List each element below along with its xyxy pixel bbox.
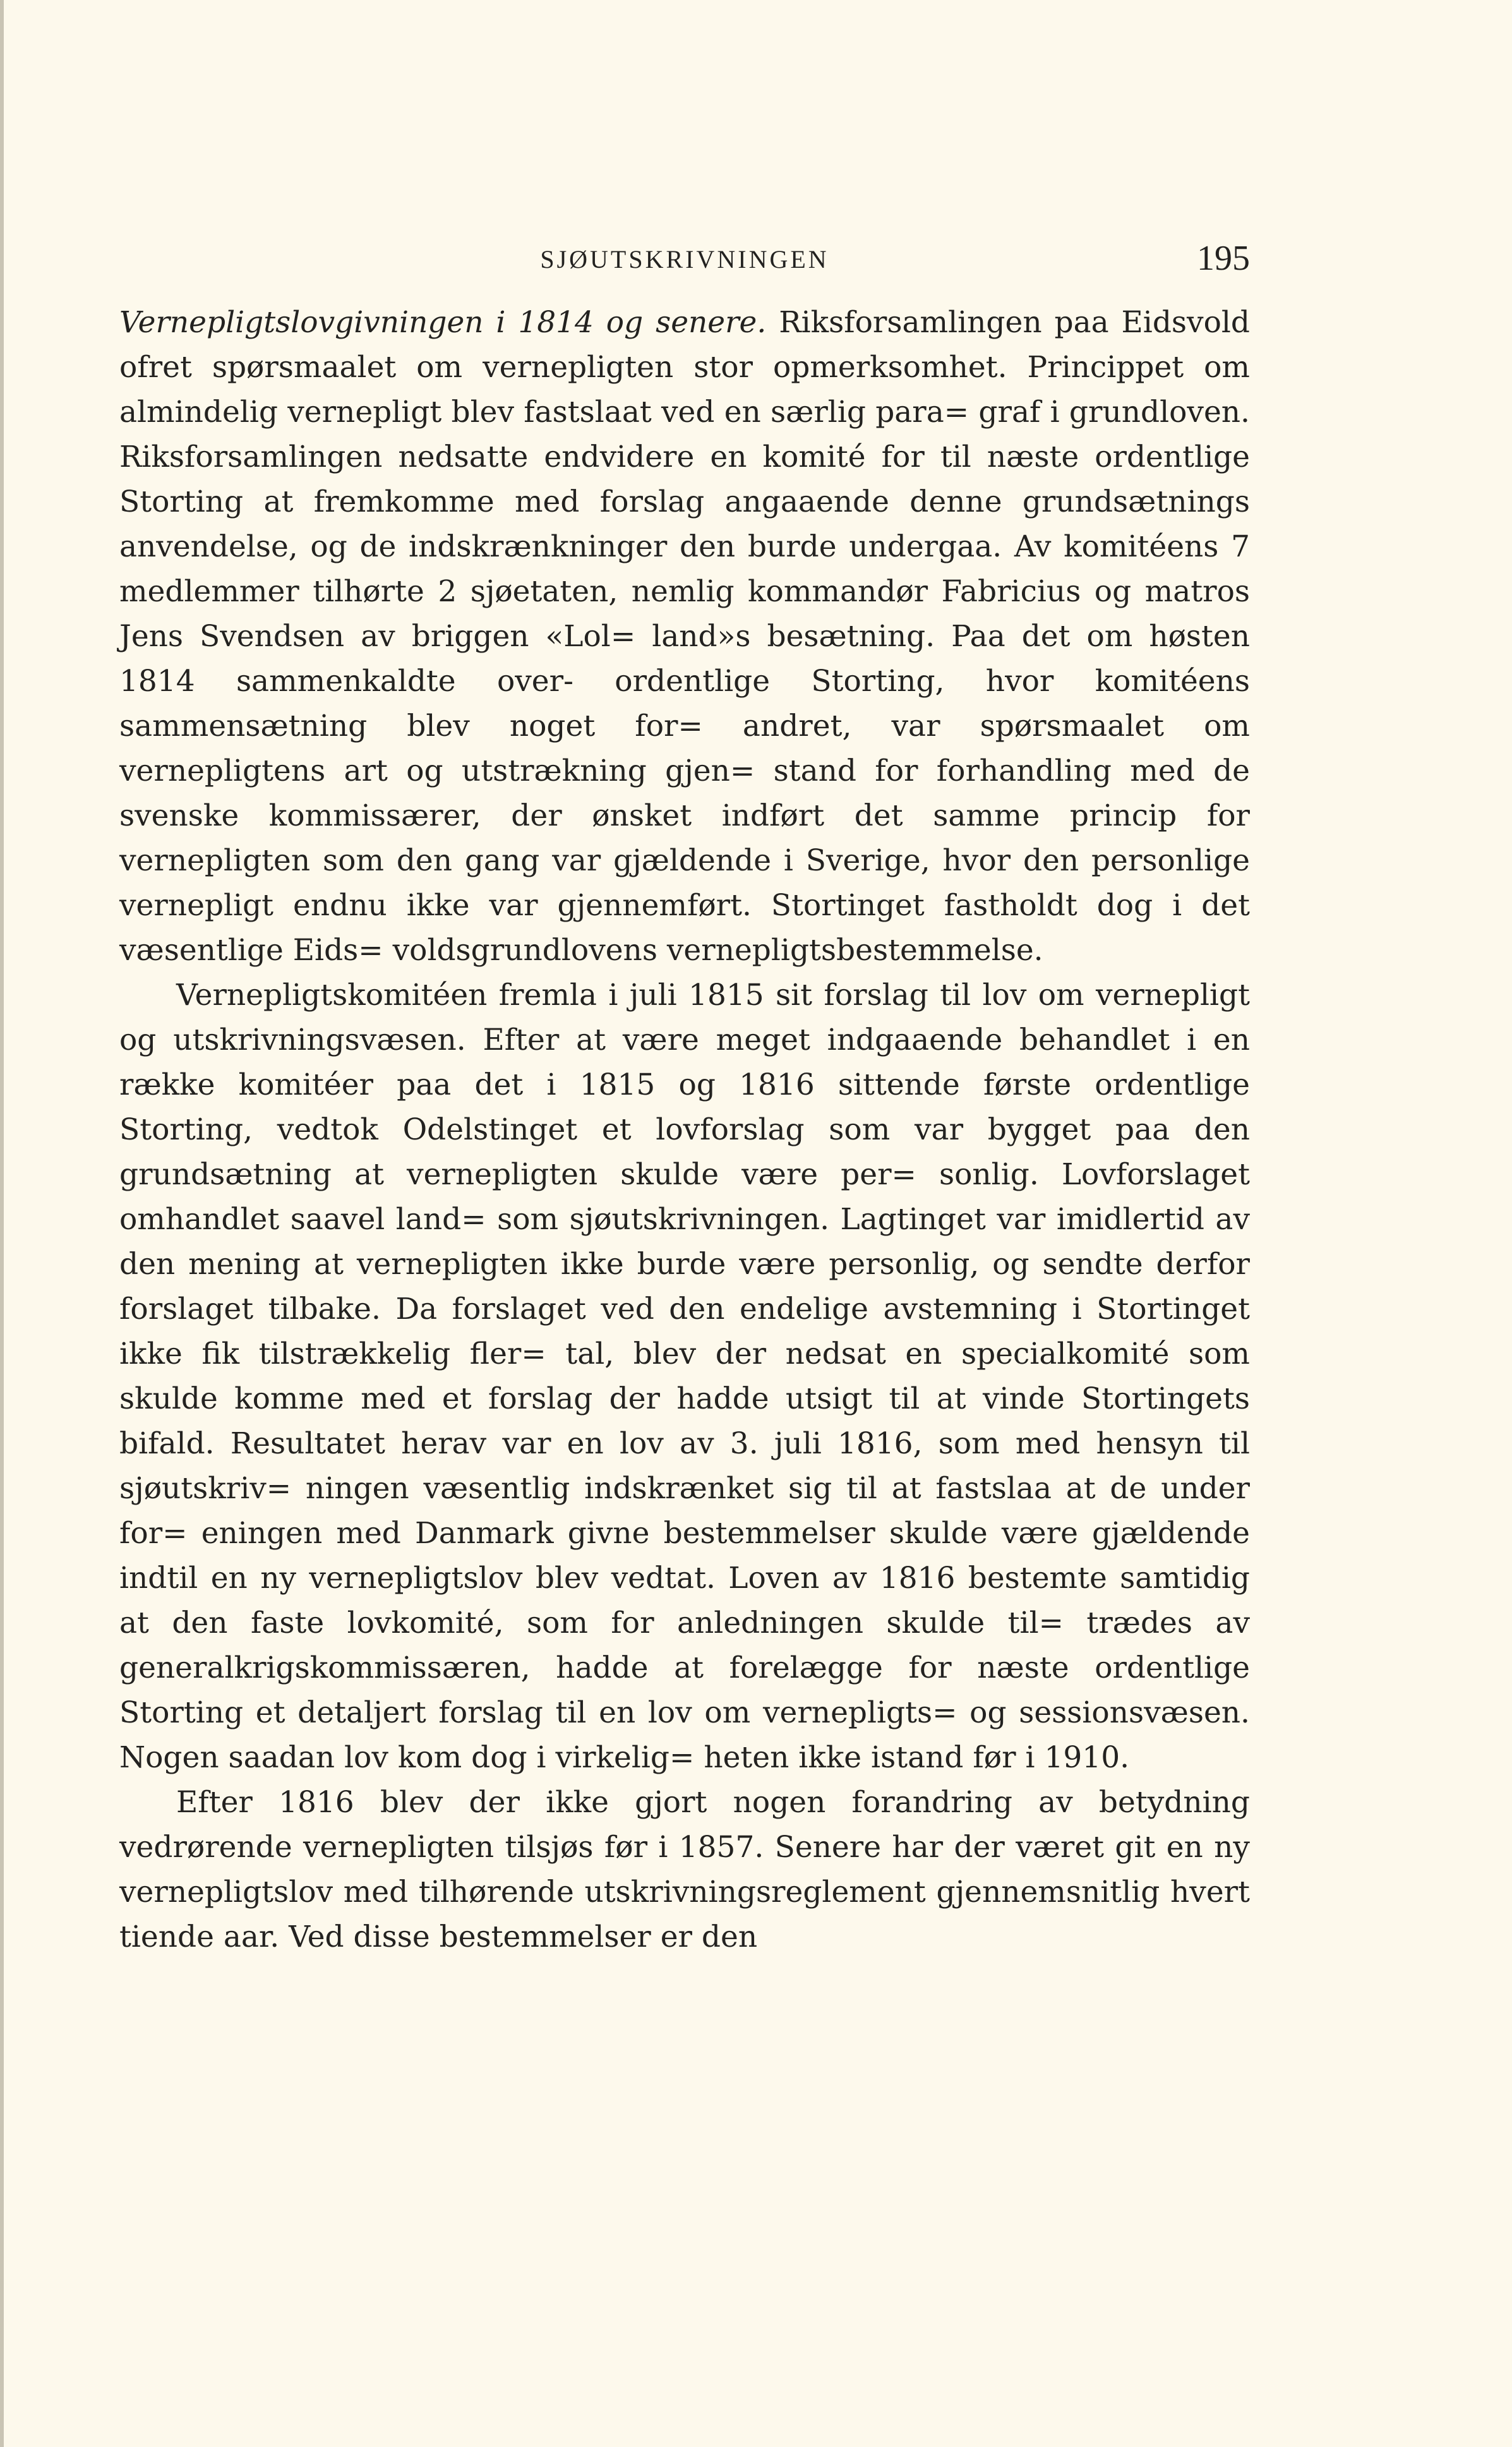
page-text-block: [119, 237, 1250, 1959]
section-heading: Vernepligtslovgivningen i 1814 og senere.: [119, 305, 767, 340]
paragraph-1: [119, 300, 1250, 973]
page-number: 195: [1197, 239, 1250, 278]
running-title: SJØUTSKRIVNINGEN: [540, 245, 829, 274]
paragraph-2: Vernepligtskomitéen fremla i juli 1815 sit forslag til lov om vernepligt og utskrivningsvæsen. Efter at være meget indgaaende behandlet i en række komitéer paa det i 1815 og 1816 sittende første ordentlige Storting, vedtok Odelstinget et lovforslag som var bygget paa den grundsætning at vernepligten skulde være per= sonlig. Lovforslaget omhandlet saavel land= som sjøutskrivningen. Lagtinget var imidlertid av den mening at vernepligten ikke burde være personlig, og sendte derfor forslaget tilbake. Da forslaget ved den endelige avstemning i Stortinget ikke fik tilstrækkelig fler= tal, blev der nedsat en specialkomité som skulde komme med et forslag der hadde utsigt til at vinde Stortingets bifald. Resultatet herav var en lov av 3. juli 1816, som med hensyn til sjøutskriv= ningen væsentlig indskrænket sig til at fastslaa at de under for= eningen med Danmark givne bestemmelser skulde være gjældende indtil en ny vernepligtslov blev vedtat. Loven av 1816 bestemte samtidig at den faste lovkomité, som for anledningen skulde til= trædes av generalkrigskommissæren, hadde at forelægge for næste ordentlige Storting et detaljert forslag til en lov om vernepligts= og sessionsvæsen. Nogen saadan lov kom dog i virkelig= heten ikke istand før i 1910.: [119, 978, 1250, 1775]
paragraph-3: Efter 1816 blev der ikke gjort nogen forandring av betydning vedrørende vernepligten tilsjøs før i 1857. Senere har der været git en ny vernepligtslov med tilhørende utskrivningsreglement gjennemsnitlig hvert tiende aar. Ved disse bestemmelser er den: [119, 1785, 1250, 1954]
running-head: [119, 237, 1250, 287]
paragraph-1-text: Riksforsamlingen paa Eidsvold ofret spørsmaalet om vernepligten stor opmerksomhet. Princippet om almindelig vernepligt blev fastslaat ved en særlig para= graf i grundloven. Riksforsamlingen nedsatte endvidere en komité for til næste ordentlige Storting at fremkomme med forslag angaaende denne grundsætnings anvendelse, og de indskrænkninger den burde undergaa. Av komitéens 7 medlemmer tilhørte 2 sjøetaten, nemlig kommandør Fabricius og matros Jens Svendsen av briggen «Lol= land»s besætning. Paa det om høsten 1814 sammenkaldte over- ordentlige Storting, hvor komitéens sammensætning blev noget for= andret, var spørsmaalet om vernepligtens art og utstrækning gjen= stand for forhandling med de svenske kommissærer, der ønsket indført det samme princip for vernepligten som den gang var gjældende i Sverige, hvor den personlige vernepligt endnu ikke var gjennemført. Stortinget fastholdt dog i det væsentlige Eids= voldsgrundlovens vernepligtsbestemmelse.: [119, 305, 1250, 968]
